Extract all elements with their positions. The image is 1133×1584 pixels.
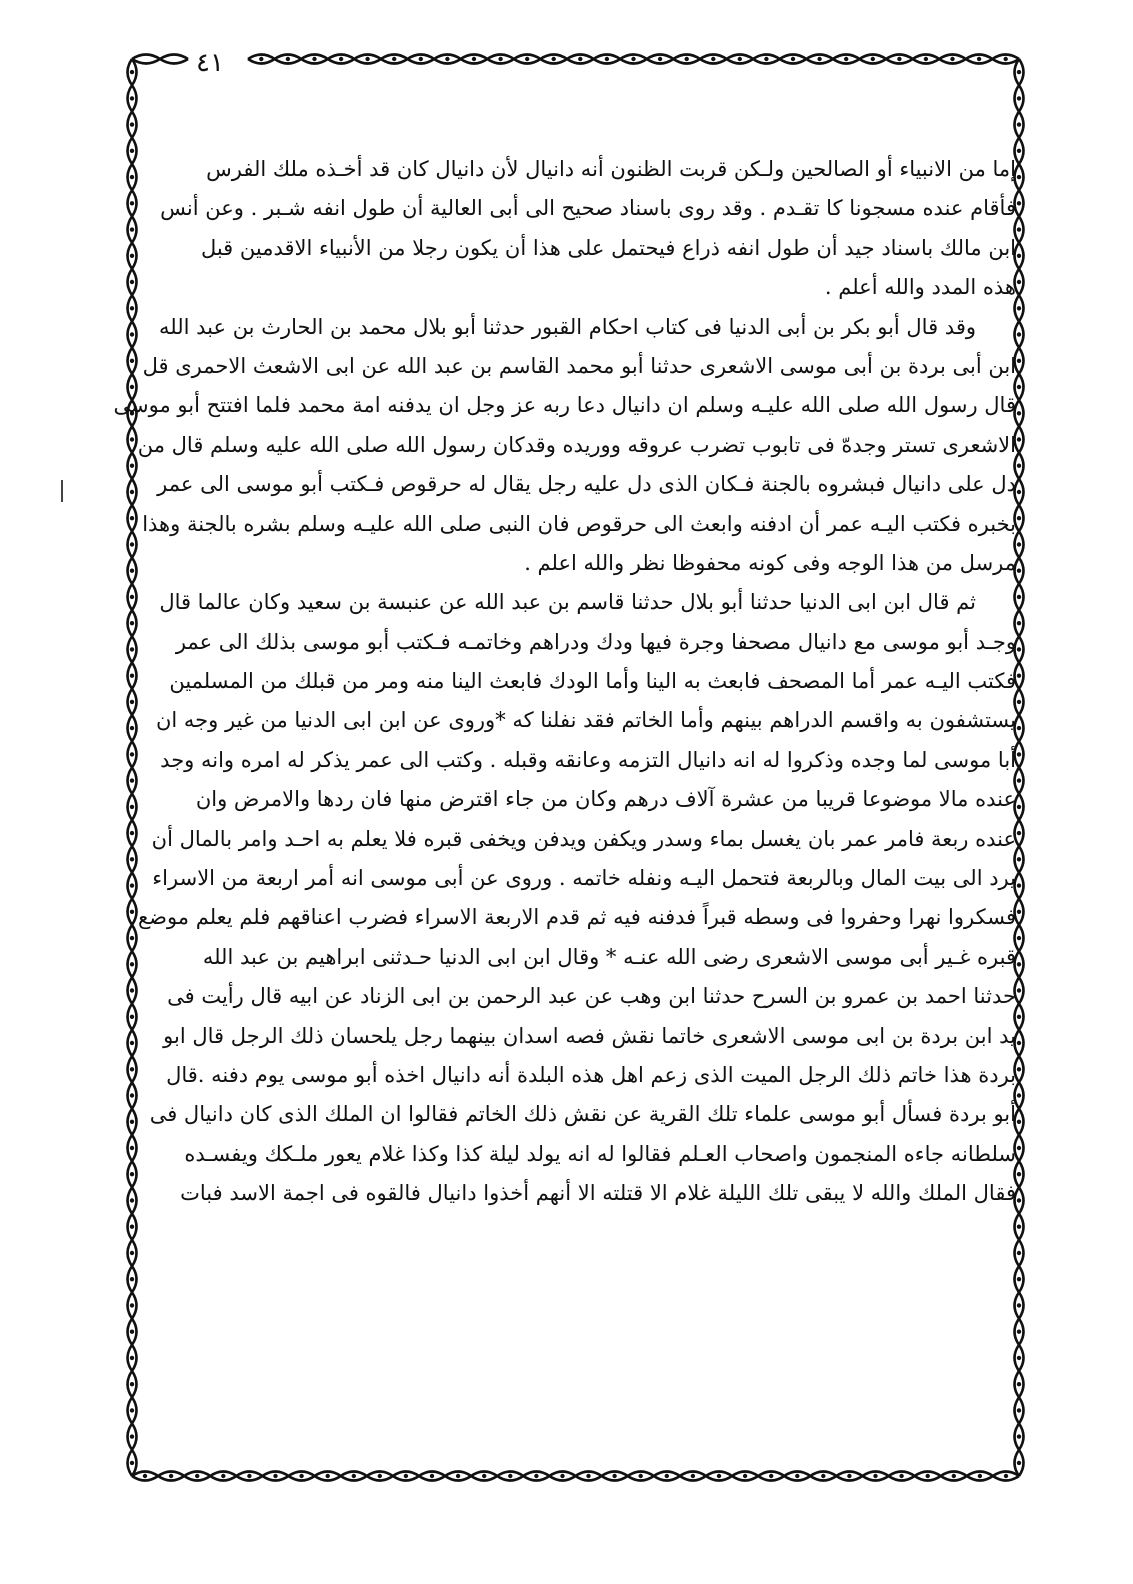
- border-knot: [534, 1474, 538, 1478]
- border-knot: [1017, 254, 1021, 258]
- border-knot: [130, 621, 134, 625]
- text-line: دل على دانيال فبشروه بالجنة فـكان الذى دل عليه رجل يقال له حرقوص فـكتب أبو موسى الى عمر: [157, 472, 1016, 497]
- border-knot: [195, 1474, 199, 1478]
- border-knot: [130, 1251, 134, 1255]
- border-knot: [1004, 57, 1008, 61]
- border-knot: [711, 57, 715, 61]
- border-knot: [130, 726, 134, 730]
- border-knot: [978, 1474, 982, 1478]
- border-knot: [130, 490, 134, 494]
- border-knot: [1017, 752, 1021, 756]
- border-knot: [1017, 201, 1021, 205]
- border-knot: [130, 542, 134, 546]
- border-knot: [430, 1474, 434, 1478]
- paragraph: [113, 308, 1016, 584]
- border-knot: [560, 1474, 564, 1478]
- border-knot: [871, 57, 875, 61]
- text-line: عنده مالا موضوعا قريبا من عشرة آلاف درهم وكان من جاء اقترض منها فان ردها والامرض وان: [195, 787, 1016, 812]
- text-line: ابن أبى بردة بن أبى موسى الاشعرى حدثنا أبو محمد القاسم بن عبد الله عن ابى الاشعث الاحمرى قل: [142, 353, 1016, 378]
- border-knot: [312, 57, 316, 61]
- border-knot: [1017, 542, 1021, 546]
- border-knot: [130, 752, 134, 756]
- border-knot: [844, 57, 848, 61]
- text-line: يستشفون به واقسم الدراهم بينهم وأما الخاتم فقد نفلنا كه *وروى عن ابن ابى الدنيا من غير وجه ان: [155, 708, 1016, 733]
- border-knot: [130, 175, 134, 179]
- border-knot: [1017, 332, 1021, 336]
- border-knot: [1017, 1461, 1021, 1465]
- border-knot: [1017, 490, 1021, 494]
- text-line: قبره غـير أبى موسى الاشعرى رضى الله عنـه * وقال ابن ابى الدنيا حـدثنى ابراهيم بن عبد الله: [202, 944, 1016, 969]
- border-knot: [1017, 857, 1021, 861]
- border-knot: [130, 569, 134, 573]
- border-knot: [1017, 621, 1021, 625]
- border-knot: [950, 57, 954, 61]
- border-knot: [1017, 962, 1021, 966]
- border-knot: [665, 1474, 669, 1478]
- border-knot: [130, 1330, 134, 1334]
- border-knot: [130, 700, 134, 704]
- border-knot: [326, 1474, 330, 1478]
- border-knot: [130, 122, 134, 126]
- border-knot: [130, 1093, 134, 1097]
- border-knot: [1017, 1382, 1021, 1386]
- border-knot: [130, 1015, 134, 1019]
- border-knot: [1017, 805, 1021, 809]
- border-knot: [1017, 569, 1021, 573]
- text-line: يرد الى بيت المال وبالربعة فتحمل اليـه ونفله خاتمه . وروى عن أبى موسى انه أمر اربعة من الاسراء: [152, 866, 1016, 891]
- border-knot: [299, 1474, 303, 1478]
- border-knot: [1017, 988, 1021, 992]
- border-knot: [130, 647, 134, 651]
- border-knot: [508, 1474, 512, 1478]
- text-line: وقد قال أبو بكر بن أبى الدنيا فى كتاب احكام القبور حدثنا أبو بلال محمد بن الحارث بن عبد الله: [159, 314, 976, 339]
- border-knot: [1017, 306, 1021, 310]
- text-line: أبا موسى لما وجده وذكروا له انه دانيال التزمه وعانقه وقبله . وكتب الى عمر يذكر له امره وانه وجد: [160, 747, 1016, 772]
- border-knot: [743, 1474, 747, 1478]
- border-knot: [130, 201, 134, 205]
- border-knot: [130, 1067, 134, 1071]
- border-knot: [130, 883, 134, 887]
- border-knot: [1017, 1120, 1021, 1124]
- border-knot: [1017, 437, 1021, 441]
- border-knot: [639, 1474, 643, 1478]
- text-line: عنده ربعة فامر عمر بان يغسل بماء وسدر ويكفن ويدفن ويخفى قبره فلا يعلم به احـد وامر بالمال أن: [151, 826, 1016, 851]
- text-line: بردة هذا خاتم ذلك الرجل الميت الذى زعم اهل هذه البلدة أنه دانيال اخذه أبو موسى يوم دفنه .قال: [166, 1062, 1016, 1087]
- border-knot: [1017, 1067, 1021, 1071]
- border-knot: [873, 1474, 877, 1478]
- border-knot: [339, 57, 343, 61]
- border-knot: [1017, 1146, 1021, 1150]
- border-knot: [1017, 778, 1021, 782]
- text-line: ابن مالك باسناد جيد أن طول انفه ذراع فيحتمل على هذا أن يكون رجلا من الأنبياء الاقدمين قبل: [200, 235, 1016, 260]
- border-knot: [130, 857, 134, 861]
- text-line: بخبره فكتب اليـه عمر أن ادفنه وابعث الى حرقوص فان النبى صلى الله عليـه وسلم بشره بالجنة وهذا: [142, 511, 1016, 536]
- border-knot: [498, 57, 502, 61]
- border-knot: [1017, 70, 1021, 74]
- border-knot: [130, 962, 134, 966]
- text-line: ثم قال ابن ابى الدنيا حدثنا أبو بلال حدثنا قاسم بن عبد الله عن عنبسة بن سعيد وكان عالما قال: [159, 590, 976, 615]
- border-knot: [1017, 1434, 1021, 1438]
- border-knot: [365, 57, 369, 61]
- border-knot: [1017, 96, 1021, 100]
- border-strand: [128, 59, 137, 1476]
- border-knot: [926, 1474, 930, 1478]
- border-knot: [286, 57, 290, 61]
- border-knot: [130, 936, 134, 940]
- border-knot: [1017, 1251, 1021, 1255]
- border-knot: [130, 70, 134, 74]
- border-knot: [1017, 1198, 1021, 1202]
- border-knot: [977, 57, 981, 61]
- border-knot: [1017, 411, 1021, 415]
- border-knot: [130, 988, 134, 992]
- border-knot: [472, 57, 476, 61]
- border-knot: [143, 1474, 147, 1478]
- text-line: فسكروا نهرا وحفروا فى وسطه قبراً فدفنه فيه ثم قدم الاربعة الاسراء فضرب اعناقهم فلم يعلم موضع: [137, 905, 1016, 930]
- border-knot: [1017, 464, 1021, 468]
- border-knot: [1017, 831, 1021, 835]
- border-knot: [924, 57, 928, 61]
- border-knot: [1017, 674, 1021, 678]
- border-knot: [691, 1474, 695, 1478]
- border-knot: [130, 805, 134, 809]
- border-knot: [952, 1474, 956, 1478]
- border-knot: [1017, 883, 1021, 887]
- border-knot: [130, 1041, 134, 1045]
- border-knot: [221, 1474, 225, 1478]
- border-knot: [612, 1474, 616, 1478]
- paragraph: [160, 150, 1016, 308]
- border-knot: [1017, 385, 1021, 389]
- border-knot: [1017, 595, 1021, 599]
- border-knot: [130, 595, 134, 599]
- border-knot: [130, 778, 134, 782]
- text-line: قال رسول الله صلى الله عليـه وسلم ان دانيال دعا ربه عز وجل ان يدفنه امة محمد فلما افتتح أبو موسى: [113, 393, 1016, 418]
- border-knot: [899, 1474, 903, 1478]
- border-knot: [795, 1474, 799, 1478]
- text-line: فأقام عنده مسجونا كا تقـدم . وقد روى باسناد صحيح الى أبى العالية أن طول انفه شـبر . وعن أنس: [160, 196, 1016, 221]
- border-knot: [130, 1225, 134, 1229]
- border-knot: [130, 1277, 134, 1281]
- border-knot: [658, 57, 662, 61]
- border-knot: [130, 437, 134, 441]
- border-knot: [1017, 1093, 1021, 1097]
- border-knot: [130, 1434, 134, 1438]
- border-knot: [130, 1198, 134, 1202]
- border-knot: [525, 57, 529, 61]
- border-knot: [247, 1474, 251, 1478]
- text-line: هذه المدد والله أعلم .: [824, 275, 1016, 300]
- border-knot: [1017, 1172, 1021, 1176]
- border-knot: [586, 1474, 590, 1478]
- text-line: مرسل من هذا الوجه وفى كونه محفوظا نظر والله اعلم .: [524, 550, 1016, 575]
- border-knot: [130, 306, 134, 310]
- border-knot: [130, 1303, 134, 1307]
- border-knot: [1017, 359, 1021, 363]
- border-knot: [419, 57, 423, 61]
- border-knot: [764, 57, 768, 61]
- border-knot: [130, 359, 134, 363]
- border-knot: [130, 1120, 134, 1124]
- border-knot: [1017, 1356, 1021, 1360]
- border-knot: [130, 910, 134, 914]
- border-knot: [1017, 936, 1021, 940]
- border-knot: [1017, 122, 1021, 126]
- border-knot: [685, 57, 689, 61]
- border-knot: [130, 149, 134, 153]
- border-knot: [130, 464, 134, 468]
- border-knot: [404, 1474, 408, 1478]
- border-knot: [130, 1172, 134, 1176]
- border-knot: [897, 57, 901, 61]
- text-line: فكتب اليـه عمر أما المصحف فابعث به الينا وأما الودك فابعث الينا منه ومر من قبلك من المسلمين: [169, 669, 1016, 694]
- border-knot: [769, 1474, 773, 1478]
- border-knot: [130, 1356, 134, 1360]
- border-knot: [130, 1382, 134, 1386]
- text-line: وجـد أبو موسى مع دانيال مصحفا وجرة فيها ودك ودراهم وخاتمـه فـكتب أبو موسى بذلك الى عمر: [175, 629, 1016, 654]
- border-knot: [1017, 280, 1021, 284]
- text-line: حدثنا احمد بن عمرو بن السرح حدثنا ابن وهب عن عبد الرحمن بن ابى الزناد عن ابيه قال رأيت فى: [167, 984, 1016, 1009]
- border-knot: [130, 227, 134, 231]
- border-knot: [1017, 1330, 1021, 1334]
- border-knot: [1017, 1303, 1021, 1307]
- text-line: إما من الانبياء أو الصالحين ولـكن قربت الظنون أنه دانيال لأن دانيال كان قد أخـذه ملك الفرس: [206, 157, 1016, 181]
- border-knot: [1017, 1015, 1021, 1019]
- border-knot: [130, 96, 134, 100]
- border-knot: [1017, 1277, 1021, 1281]
- border-knot: [259, 57, 263, 61]
- border-knot: [847, 1474, 851, 1478]
- border-knot: [1017, 910, 1021, 914]
- border-knot: [578, 57, 582, 61]
- scan-artifact: [61, 480, 63, 502]
- border-knot: [821, 1474, 825, 1478]
- border-knot: [631, 57, 635, 61]
- border-knot: [130, 332, 134, 336]
- border-knot: [352, 1474, 356, 1478]
- border-knot: [1017, 516, 1021, 520]
- border-knot: [130, 674, 134, 678]
- border-knot: [1017, 227, 1021, 231]
- border-knot: [445, 57, 449, 61]
- border-knot: [1004, 1474, 1008, 1478]
- text-line: أبو بردة فسأل أبو موسى علماء تلك القرية عن نقش ذلك الخاتم فقالوا ان الملك الذى كان دانيال فى: [149, 1102, 1016, 1127]
- border-knot: [1017, 175, 1021, 179]
- paragraph: [137, 583, 1016, 1213]
- text-line: الاشعرى تستر وجدهّ فى تابوب تضرب عروقه ووريده وقدكان رسول الله صلى الله عليه وسلم قال من: [137, 432, 1016, 457]
- border-knot: [169, 1474, 173, 1478]
- border-knot: [130, 280, 134, 284]
- border-knot: [130, 254, 134, 258]
- border-knot: [738, 57, 742, 61]
- border-knot: [1017, 1408, 1021, 1412]
- border-knot: [817, 57, 821, 61]
- border-knot: [1017, 1225, 1021, 1229]
- border-knot: [1017, 700, 1021, 704]
- border-knot: [273, 1474, 277, 1478]
- border-knot: [605, 57, 609, 61]
- border-strand: [132, 1472, 1019, 1481]
- text-line: فقال الملك والله لا يبقى تلك الليلة غلام الا قتلته الا أنهم أخذوا دانيال فالقوه فى اجمة الاسد فبات: [180, 1181, 1016, 1206]
- border-knot: [130, 1408, 134, 1412]
- border-knot: [130, 1146, 134, 1150]
- border-knot: [717, 1474, 721, 1478]
- border-knot: [1017, 647, 1021, 651]
- border-knot: [130, 1461, 134, 1465]
- text-line: سلطانه جاءه المنجمون واصحاب العـلم فقالوا له انه يولد ليلة كذا وكذا غلام يعور ملـكك ويفسـده: [184, 1141, 1016, 1166]
- text-line: يد ابن بردة بن ابى موسى الاشعرى خاتما نقش فصه اسدان بينهما رجل يلحسان ذلك الرجل قال ابو: [163, 1023, 1016, 1048]
- border-knot: [1017, 149, 1021, 153]
- border-knot: [130, 831, 134, 835]
- page-number: ٤١: [196, 48, 224, 78]
- border-knot: [392, 57, 396, 61]
- border-knot: [1017, 1041, 1021, 1045]
- border-knot: [456, 1474, 460, 1478]
- border-knot: [1017, 726, 1021, 730]
- main-text: [113, 150, 1016, 1214]
- border-knot: [552, 57, 556, 61]
- border-knot: [482, 1474, 486, 1478]
- border-knot: [378, 1474, 382, 1478]
- border-knot: [791, 57, 795, 61]
- border-knot: [130, 516, 134, 520]
